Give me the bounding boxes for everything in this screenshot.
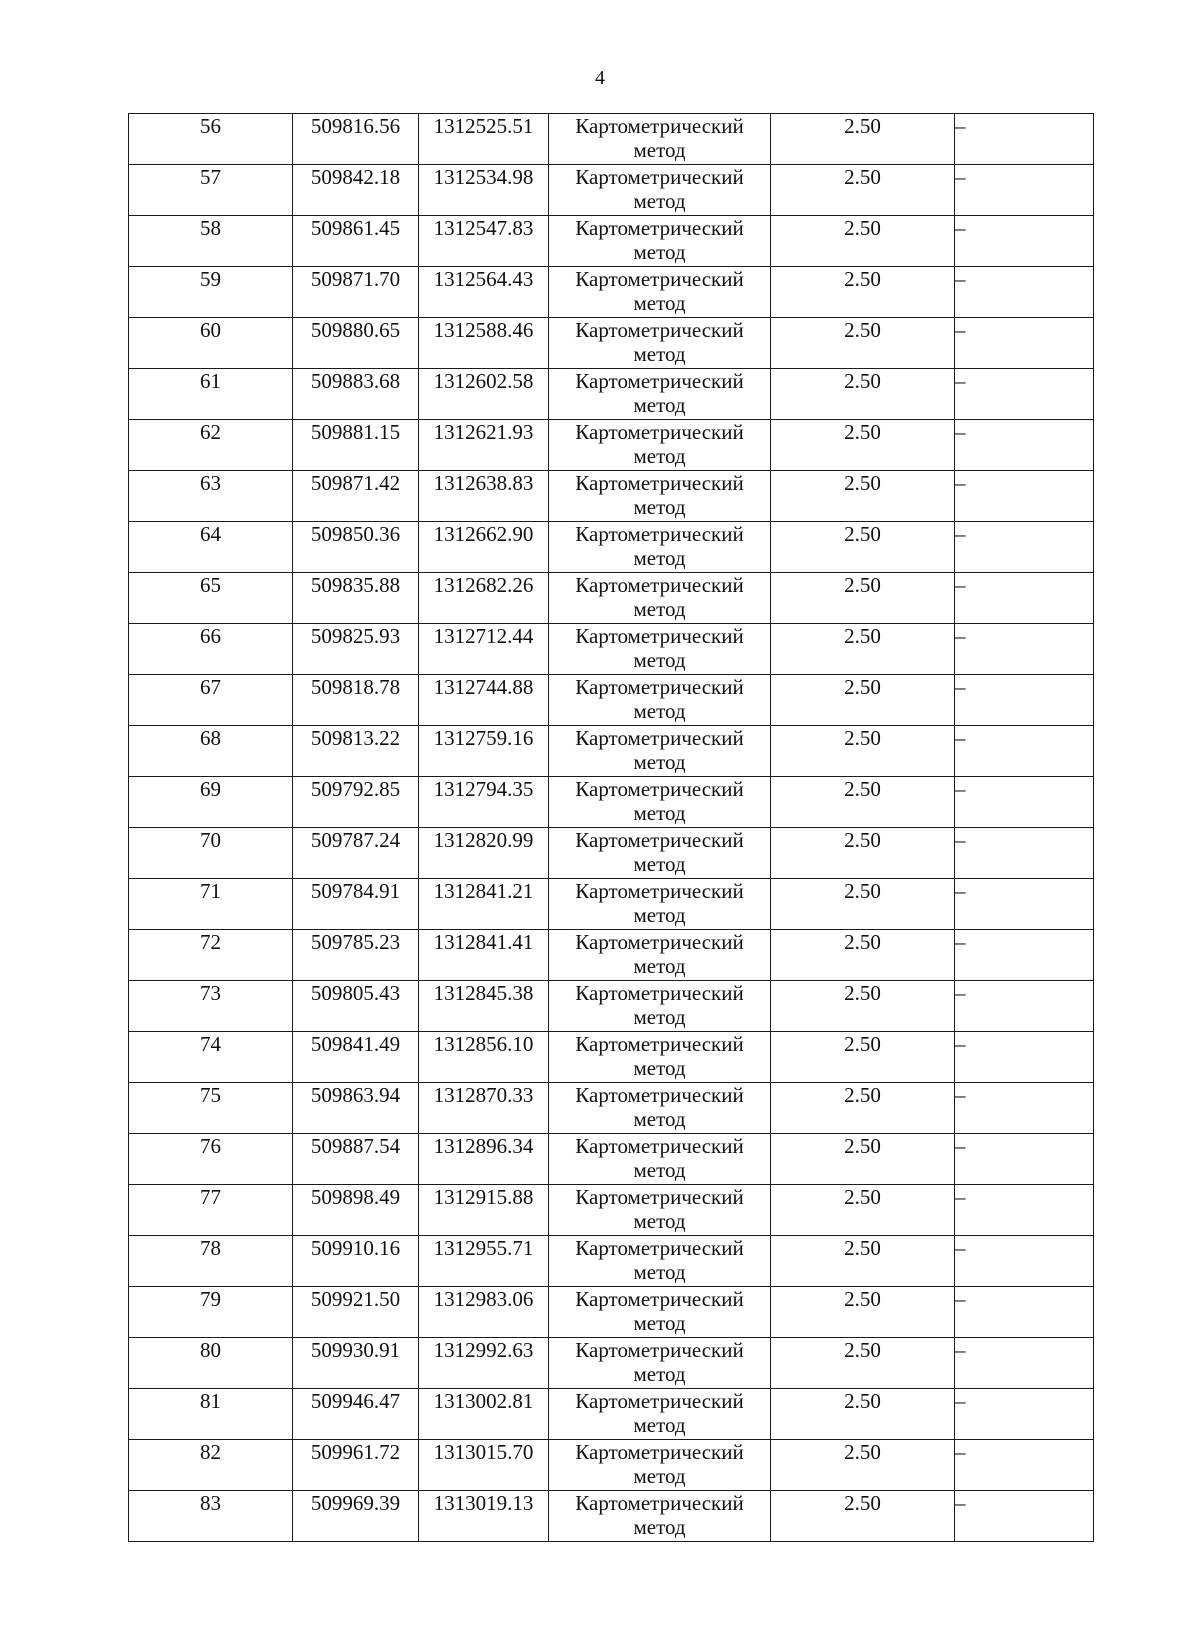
- method-line-1: Картометрический: [575, 930, 744, 954]
- page-number: 4: [595, 67, 605, 89]
- method-line-1: Картометрический: [575, 1287, 744, 1311]
- x-coordinate-cell: 509930.91: [293, 1338, 419, 1389]
- y-coordinate-cell: 1313015.70: [419, 1440, 549, 1491]
- note-cell: –: [955, 1032, 1094, 1083]
- accuracy-cell: 2.50: [771, 1389, 955, 1440]
- accuracy-cell: 2.50: [771, 522, 955, 573]
- accuracy-cell: 2.50: [771, 573, 955, 624]
- point-number-cell: 63: [129, 471, 293, 522]
- note-cell: –: [955, 216, 1094, 267]
- y-coordinate-cell: 1312896.34: [419, 1134, 549, 1185]
- x-coordinate-cell: 509785.23: [293, 930, 419, 981]
- method-cell: [549, 879, 771, 930]
- y-coordinate-cell: 1312638.83: [419, 471, 549, 522]
- x-coordinate-cell: 509898.49: [293, 1185, 419, 1236]
- accuracy-cell: 2.50: [771, 1083, 955, 1134]
- y-coordinate-cell: 1312915.88: [419, 1185, 549, 1236]
- x-coordinate-cell: 509961.72: [293, 1440, 419, 1491]
- table-row: [129, 777, 1094, 828]
- x-coordinate-cell: 509813.22: [293, 726, 419, 777]
- table-row: [129, 981, 1094, 1032]
- point-number-cell: 80: [129, 1338, 293, 1389]
- table-row: [129, 1236, 1094, 1287]
- method-line-2: метод: [633, 138, 686, 162]
- y-coordinate-cell: 1312955.71: [419, 1236, 549, 1287]
- method-line-2: метод: [633, 1362, 686, 1386]
- method-line-2: метод: [633, 342, 686, 366]
- method-line-1: Картометрический: [575, 1185, 744, 1209]
- method-cell: [549, 318, 771, 369]
- method-cell: [549, 165, 771, 216]
- point-number-cell: 58: [129, 216, 293, 267]
- method-line-2: метод: [633, 1005, 686, 1029]
- note-cell: –: [955, 1491, 1094, 1542]
- note-cell: –: [955, 726, 1094, 777]
- point-number-cell: 73: [129, 981, 293, 1032]
- y-coordinate-cell: 1312870.33: [419, 1083, 549, 1134]
- method-line-1: Картометрический: [575, 471, 744, 495]
- method-cell: [549, 216, 771, 267]
- note-cell: –: [955, 1440, 1094, 1491]
- table-row: [129, 420, 1094, 471]
- table-row: [129, 369, 1094, 420]
- table-row: [129, 114, 1094, 165]
- y-coordinate-cell: 1312621.93: [419, 420, 549, 471]
- y-coordinate-cell: 1313002.81: [419, 1389, 549, 1440]
- method-cell: [549, 1185, 771, 1236]
- note-cell: –: [955, 114, 1094, 165]
- table-row: [129, 879, 1094, 930]
- method-line-1: Картометрический: [575, 981, 744, 1005]
- method-cell: [549, 522, 771, 573]
- point-number-cell: 67: [129, 675, 293, 726]
- accuracy-cell: 2.50: [771, 1134, 955, 1185]
- y-coordinate-cell: 1312564.43: [419, 267, 549, 318]
- table-row: [129, 1032, 1094, 1083]
- table-row: [129, 1134, 1094, 1185]
- point-number-cell: 61: [129, 369, 293, 420]
- x-coordinate-cell: 509816.56: [293, 114, 419, 165]
- note-cell: –: [955, 1185, 1094, 1236]
- y-coordinate-cell: 1312525.51: [419, 114, 549, 165]
- method-line-1: Картометрический: [575, 114, 744, 138]
- method-line-1: Картометрический: [575, 522, 744, 546]
- y-coordinate-cell: 1312759.16: [419, 726, 549, 777]
- accuracy-cell: 2.50: [771, 1236, 955, 1287]
- method-cell: [549, 828, 771, 879]
- method-cell: [549, 420, 771, 471]
- x-coordinate-cell: 509863.94: [293, 1083, 419, 1134]
- method-line-2: метод: [633, 648, 686, 672]
- x-coordinate-cell: 509883.68: [293, 369, 419, 420]
- method-line-2: метод: [633, 291, 686, 315]
- note-cell: –: [955, 1389, 1094, 1440]
- method-cell: [549, 471, 771, 522]
- note-cell: –: [955, 981, 1094, 1032]
- point-number-cell: 74: [129, 1032, 293, 1083]
- table-row: [129, 522, 1094, 573]
- accuracy-cell: 2.50: [771, 981, 955, 1032]
- note-cell: –: [955, 522, 1094, 573]
- method-line-2: метод: [633, 240, 686, 264]
- accuracy-cell: 2.50: [771, 420, 955, 471]
- x-coordinate-cell: 509841.49: [293, 1032, 419, 1083]
- point-number-cell: 59: [129, 267, 293, 318]
- method-cell: [549, 777, 771, 828]
- y-coordinate-cell: 1312845.38: [419, 981, 549, 1032]
- note-cell: –: [955, 420, 1094, 471]
- note-cell: –: [955, 624, 1094, 675]
- note-cell: –: [955, 1287, 1094, 1338]
- table-row: [129, 318, 1094, 369]
- method-line-1: Картометрический: [575, 1134, 744, 1158]
- x-coordinate-cell: 509946.47: [293, 1389, 419, 1440]
- accuracy-cell: 2.50: [771, 1491, 955, 1542]
- method-cell: [549, 1032, 771, 1083]
- accuracy-cell: 2.50: [771, 930, 955, 981]
- method-line-2: метод: [633, 750, 686, 774]
- accuracy-cell: 2.50: [771, 624, 955, 675]
- table-row: [129, 624, 1094, 675]
- method-line-2: метод: [633, 852, 686, 876]
- method-cell: [549, 573, 771, 624]
- accuracy-cell: 2.50: [771, 369, 955, 420]
- note-cell: –: [955, 930, 1094, 981]
- table-row: [129, 930, 1094, 981]
- method-line-1: Картометрический: [575, 1083, 744, 1107]
- note-cell: –: [955, 1134, 1094, 1185]
- method-line-2: метод: [633, 903, 686, 927]
- method-line-2: метод: [633, 1413, 686, 1437]
- x-coordinate-cell: 509850.36: [293, 522, 419, 573]
- method-line-1: Картометрический: [575, 165, 744, 189]
- point-number-cell: 64: [129, 522, 293, 573]
- method-cell: [549, 930, 771, 981]
- note-cell: –: [955, 318, 1094, 369]
- method-line-2: метод: [633, 597, 686, 621]
- y-coordinate-cell: 1312744.88: [419, 675, 549, 726]
- accuracy-cell: 2.50: [771, 726, 955, 777]
- point-number-cell: 56: [129, 114, 293, 165]
- y-coordinate-cell: 1312820.99: [419, 828, 549, 879]
- accuracy-cell: 2.50: [771, 216, 955, 267]
- method-line-1: Картометрический: [575, 726, 744, 750]
- y-coordinate-cell: 1312534.98: [419, 165, 549, 216]
- x-coordinate-cell: 509792.85: [293, 777, 419, 828]
- method-line-1: Картометрический: [575, 1032, 744, 1056]
- table-row: [129, 675, 1094, 726]
- method-line-2: метод: [633, 1260, 686, 1284]
- x-coordinate-cell: 509910.16: [293, 1236, 419, 1287]
- note-cell: –: [955, 777, 1094, 828]
- point-number-cell: 71: [129, 879, 293, 930]
- note-cell: –: [955, 369, 1094, 420]
- method-line-2: метод: [633, 1209, 686, 1233]
- method-line-1: Картометрический: [575, 1491, 744, 1515]
- y-coordinate-cell: 1312983.06: [419, 1287, 549, 1338]
- point-number-cell: 70: [129, 828, 293, 879]
- y-coordinate-cell: 1312588.46: [419, 318, 549, 369]
- method-line-2: метод: [633, 1056, 686, 1080]
- x-coordinate-cell: 509921.50: [293, 1287, 419, 1338]
- method-line-2: метод: [633, 189, 686, 213]
- note-cell: –: [955, 1338, 1094, 1389]
- table-row: [129, 216, 1094, 267]
- x-coordinate-cell: 509835.88: [293, 573, 419, 624]
- y-coordinate-cell: 1312841.41: [419, 930, 549, 981]
- accuracy-cell: 2.50: [771, 675, 955, 726]
- y-coordinate-cell: 1312602.58: [419, 369, 549, 420]
- y-coordinate-cell: 1312662.90: [419, 522, 549, 573]
- method-line-1: Картометрический: [575, 318, 744, 342]
- method-cell: [549, 1491, 771, 1542]
- method-cell: [549, 1083, 771, 1134]
- y-coordinate-cell: 1312794.35: [419, 777, 549, 828]
- accuracy-cell: 2.50: [771, 471, 955, 522]
- note-cell: –: [955, 573, 1094, 624]
- method-line-1: Картометрический: [575, 828, 744, 852]
- method-line-2: метод: [633, 954, 686, 978]
- note-cell: –: [955, 471, 1094, 522]
- method-line-1: Картометрический: [575, 1338, 744, 1362]
- table-row: [129, 165, 1094, 216]
- method-line-1: Картометрический: [575, 369, 744, 393]
- method-cell: [549, 981, 771, 1032]
- y-coordinate-cell: 1313019.13: [419, 1491, 549, 1542]
- method-cell: [549, 1338, 771, 1389]
- note-cell: –: [955, 675, 1094, 726]
- note-cell: –: [955, 879, 1094, 930]
- point-number-cell: 68: [129, 726, 293, 777]
- point-number-cell: 81: [129, 1389, 293, 1440]
- method-line-1: Картометрический: [575, 1389, 744, 1413]
- method-cell: [549, 267, 771, 318]
- method-cell: [549, 1236, 771, 1287]
- x-coordinate-cell: 509787.24: [293, 828, 419, 879]
- method-line-1: Картометрический: [575, 624, 744, 648]
- accuracy-cell: 2.50: [771, 1185, 955, 1236]
- point-number-cell: 76: [129, 1134, 293, 1185]
- method-cell: [549, 726, 771, 777]
- method-cell: [549, 1389, 771, 1440]
- accuracy-cell: 2.50: [771, 777, 955, 828]
- point-number-cell: 83: [129, 1491, 293, 1542]
- x-coordinate-cell: 509880.65: [293, 318, 419, 369]
- method-line-1: Картометрический: [575, 1440, 744, 1464]
- method-line-2: метод: [633, 546, 686, 570]
- method-line-2: метод: [633, 1107, 686, 1131]
- method-cell: [549, 624, 771, 675]
- accuracy-cell: 2.50: [771, 879, 955, 930]
- method-line-1: Картометрический: [575, 216, 744, 240]
- table-row: [129, 1185, 1094, 1236]
- table-row: [129, 573, 1094, 624]
- y-coordinate-cell: 1312712.44: [419, 624, 549, 675]
- method-line-2: метод: [633, 393, 686, 417]
- y-coordinate-cell: 1312992.63: [419, 1338, 549, 1389]
- table-row: [129, 828, 1094, 879]
- point-number-cell: 75: [129, 1083, 293, 1134]
- point-number-cell: 57: [129, 165, 293, 216]
- point-number-cell: 72: [129, 930, 293, 981]
- method-cell: [549, 1134, 771, 1185]
- method-line-1: Картометрический: [575, 573, 744, 597]
- x-coordinate-cell: 509871.42: [293, 471, 419, 522]
- accuracy-cell: 2.50: [771, 828, 955, 879]
- x-coordinate-cell: 509881.15: [293, 420, 419, 471]
- accuracy-cell: 2.50: [771, 114, 955, 165]
- method-line-2: метод: [633, 1311, 686, 1335]
- x-coordinate-cell: 509805.43: [293, 981, 419, 1032]
- point-number-cell: 69: [129, 777, 293, 828]
- accuracy-cell: 2.50: [771, 165, 955, 216]
- note-cell: –: [955, 828, 1094, 879]
- method-line-1: Картометрический: [575, 675, 744, 699]
- coordinates-table-body: [129, 114, 1094, 1542]
- note-cell: –: [955, 1236, 1094, 1287]
- method-line-2: метод: [633, 444, 686, 468]
- accuracy-cell: 2.50: [771, 1032, 955, 1083]
- point-number-cell: 62: [129, 420, 293, 471]
- table-row: [129, 1083, 1094, 1134]
- method-cell: [549, 675, 771, 726]
- method-cell: [549, 1287, 771, 1338]
- accuracy-cell: 2.50: [771, 1338, 955, 1389]
- table-row: [129, 1389, 1094, 1440]
- method-line-1: Картометрический: [575, 879, 744, 903]
- method-line-1: Картометрический: [575, 267, 744, 291]
- y-coordinate-cell: 1312547.83: [419, 216, 549, 267]
- method-line-2: метод: [633, 801, 686, 825]
- table-row: [129, 1287, 1094, 1338]
- method-line-1: Картометрический: [575, 777, 744, 801]
- method-cell: [549, 114, 771, 165]
- point-number-cell: 77: [129, 1185, 293, 1236]
- method-line-2: метод: [633, 495, 686, 519]
- method-line-2: метод: [633, 1464, 686, 1488]
- table-row: [129, 1491, 1094, 1542]
- x-coordinate-cell: 509825.93: [293, 624, 419, 675]
- x-coordinate-cell: 509887.54: [293, 1134, 419, 1185]
- method-cell: [549, 1440, 771, 1491]
- y-coordinate-cell: 1312856.10: [419, 1032, 549, 1083]
- x-coordinate-cell: 509861.45: [293, 216, 419, 267]
- table-row: [129, 726, 1094, 777]
- method-line-2: метод: [633, 699, 686, 723]
- method-line-2: метод: [633, 1515, 686, 1539]
- point-number-cell: 66: [129, 624, 293, 675]
- method-line-2: метод: [633, 1158, 686, 1182]
- note-cell: –: [955, 1083, 1094, 1134]
- y-coordinate-cell: 1312841.21: [419, 879, 549, 930]
- x-coordinate-cell: 509871.70: [293, 267, 419, 318]
- method-cell: [549, 369, 771, 420]
- method-line-1: Картометрический: [575, 1236, 744, 1260]
- table-row: [129, 471, 1094, 522]
- x-coordinate-cell: 509969.39: [293, 1491, 419, 1542]
- point-number-cell: 60: [129, 318, 293, 369]
- accuracy-cell: 2.50: [771, 1287, 955, 1338]
- point-number-cell: 78: [129, 1236, 293, 1287]
- accuracy-cell: 2.50: [771, 267, 955, 318]
- coordinates-table: [128, 113, 1094, 1542]
- method-line-1: Картометрический: [575, 420, 744, 444]
- x-coordinate-cell: 509784.91: [293, 879, 419, 930]
- x-coordinate-cell: 509842.18: [293, 165, 419, 216]
- point-number-cell: 82: [129, 1440, 293, 1491]
- table-row: [129, 267, 1094, 318]
- table-row: [129, 1440, 1094, 1491]
- y-coordinate-cell: 1312682.26: [419, 573, 549, 624]
- point-number-cell: 65: [129, 573, 293, 624]
- point-number-cell: 79: [129, 1287, 293, 1338]
- accuracy-cell: 2.50: [771, 1440, 955, 1491]
- note-cell: –: [955, 165, 1094, 216]
- accuracy-cell: 2.50: [771, 318, 955, 369]
- table-row: [129, 1338, 1094, 1389]
- x-coordinate-cell: 509818.78: [293, 675, 419, 726]
- note-cell: –: [955, 267, 1094, 318]
